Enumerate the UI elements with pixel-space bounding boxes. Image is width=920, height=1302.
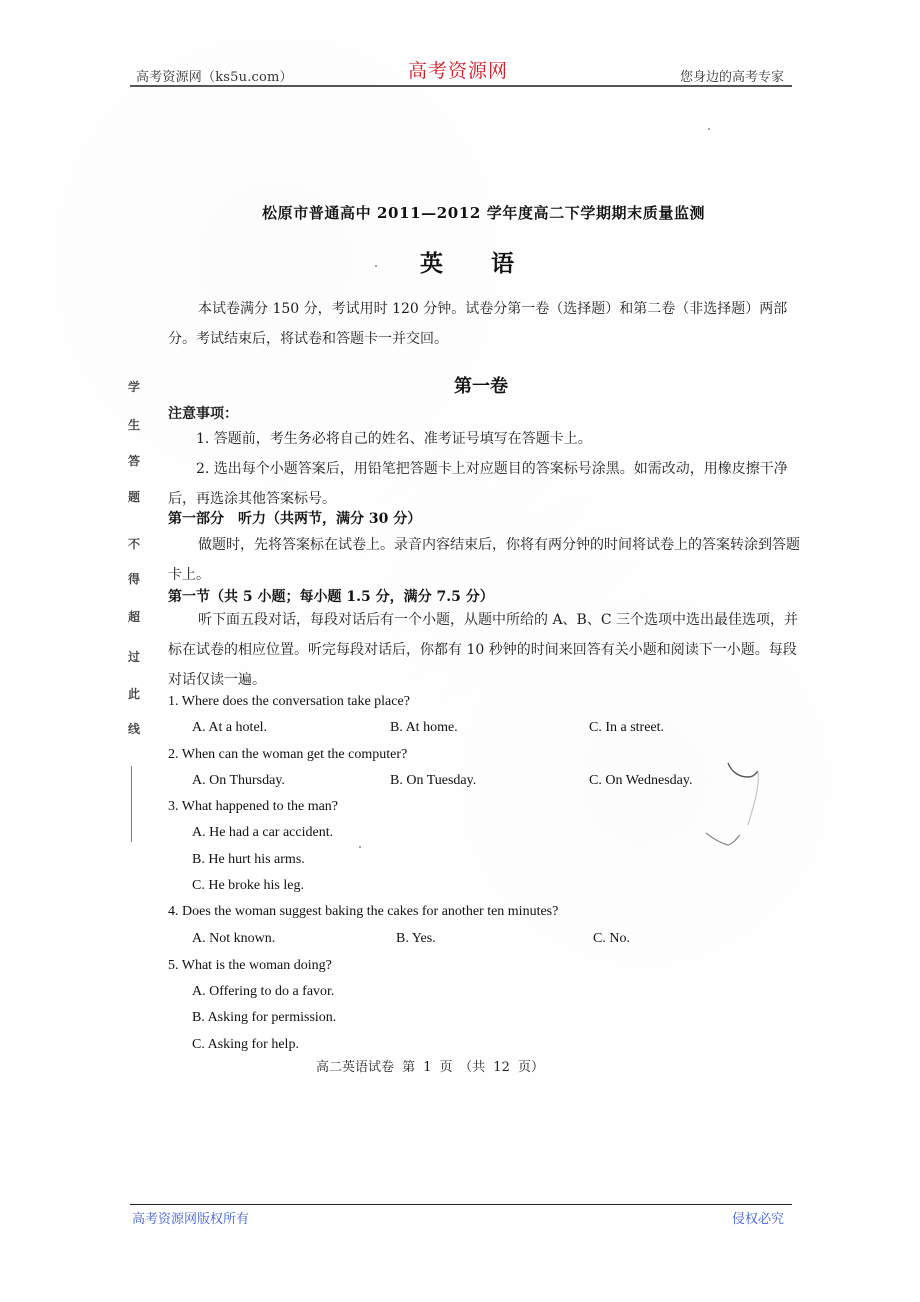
note-item: 1. 答题前，考生务必将自己的姓名、准考证号填写在答题卡上。 xyxy=(196,431,592,447)
question-stem: 2. When can the woman get the computer? xyxy=(168,747,408,762)
exam-intro: 本试卷满分 150 分，考试用时 120 分钟。试卷分第一卷（选择题）和第二卷（非选择题）两部分。考试结束后，将试卷和答题卡一并交回。 xyxy=(168,301,788,347)
margin-char: 线 xyxy=(128,722,141,736)
site-header xyxy=(130,56,792,88)
notes-label: 注意事项： xyxy=(168,406,238,422)
question-option: A. On Thursday. xyxy=(192,773,285,788)
scan-speck xyxy=(375,265,377,267)
section1-heading: 第一节（共 5 小题；每小题 1.5 分，满分 7.5 分） xyxy=(168,589,494,605)
footer-divider xyxy=(130,1204,792,1205)
margin-char: 得 xyxy=(128,572,141,586)
question-option: C. On Wednesday. xyxy=(589,773,693,788)
site-footer xyxy=(130,1208,792,1228)
question-option: B. He hurt his arms. xyxy=(192,852,305,867)
scan-speck xyxy=(708,128,710,130)
question-stem: 5. What is the woman doing? xyxy=(168,958,332,973)
margin-char: 答 xyxy=(128,454,141,468)
question-option: C. Asking for help. xyxy=(192,1037,299,1052)
exam-title: 松原市普通高中 2011—2012 学年度高二下学期期末质量监测 xyxy=(262,204,706,222)
page-number-footer: 高二英语试卷 第 1 页 （共 12 页） xyxy=(316,1060,544,1075)
note-item: 2. 选出每个小题答案后，用铅笔把答题卡上对应题目的答案标号涂黑。如需改动，用橡皮擦干净后，再选涂其他答案标号。 xyxy=(168,461,788,507)
margin-char: 生 xyxy=(128,418,141,432)
section1-instructions: 听下面五段对话，每段对话后有一个小题，从题中所给的 A、B、C 三个选项中选出最佳选项，并标在试卷的相应位置。听完每段对话后，你都有 10 秒钟的时间来回答有关小题和阅读下一小题。每段对话仅读一遍。 xyxy=(168,612,799,688)
question-option: C. In a street. xyxy=(589,720,665,735)
site-logo[interactable]: 高考资源网 xyxy=(408,60,509,82)
question-option: A. He had a car accident. xyxy=(192,825,334,840)
rights-reserved-link[interactable]: 侵权必究 xyxy=(731,1212,784,1227)
question-stem: 3. What happened to the man? xyxy=(168,799,339,814)
header-divider xyxy=(130,85,792,87)
margin-char: 题 xyxy=(128,490,141,504)
question-option: A. At a hotel. xyxy=(192,720,268,735)
site-header-left-text: 高考资源网（ks5u.com） xyxy=(136,70,293,85)
binding-line xyxy=(131,766,132,842)
margin-char: 超 xyxy=(128,610,141,624)
part1-instructions: 做题时，先将答案标在试卷上。录音内容结束后，你将有两分钟的时间将试卷上的答案转涂到答题卡上。 xyxy=(168,537,800,583)
question-stem: 1. Where does the conversation take place? xyxy=(168,694,410,709)
scan-speck xyxy=(359,846,361,848)
question-option: B. At home. xyxy=(390,720,458,735)
margin-char: 此 xyxy=(128,687,141,701)
margin-char: 不 xyxy=(128,537,141,551)
question-option: B. On Tuesday. xyxy=(390,773,477,788)
question-option: C. He broke his leg. xyxy=(192,878,304,893)
question-stem: 4. Does the woman suggest baking the cakes for another ten minutes? xyxy=(168,904,559,919)
scribble-mark-icon xyxy=(700,755,790,855)
margin-char: 过 xyxy=(128,650,141,664)
question-option: A. Not known. xyxy=(192,931,276,946)
question-option: A. Offering to do a favor. xyxy=(192,984,335,999)
margin-char: 学 xyxy=(128,380,141,394)
copyright-link[interactable]: 高考资源网版权所有 xyxy=(132,1212,250,1227)
subject-title: 英语 xyxy=(420,250,562,277)
question-option: B. Asking for permission. xyxy=(192,1010,337,1025)
site-header-slogan: 您身边的高考专家 xyxy=(679,70,784,85)
question-option: B. Yes. xyxy=(396,931,436,946)
volume-title: 第一卷 xyxy=(454,376,508,397)
part1-heading: 第一部分 听力（共两节，满分 30 分） xyxy=(168,511,422,527)
question-option: C. No. xyxy=(593,931,630,946)
